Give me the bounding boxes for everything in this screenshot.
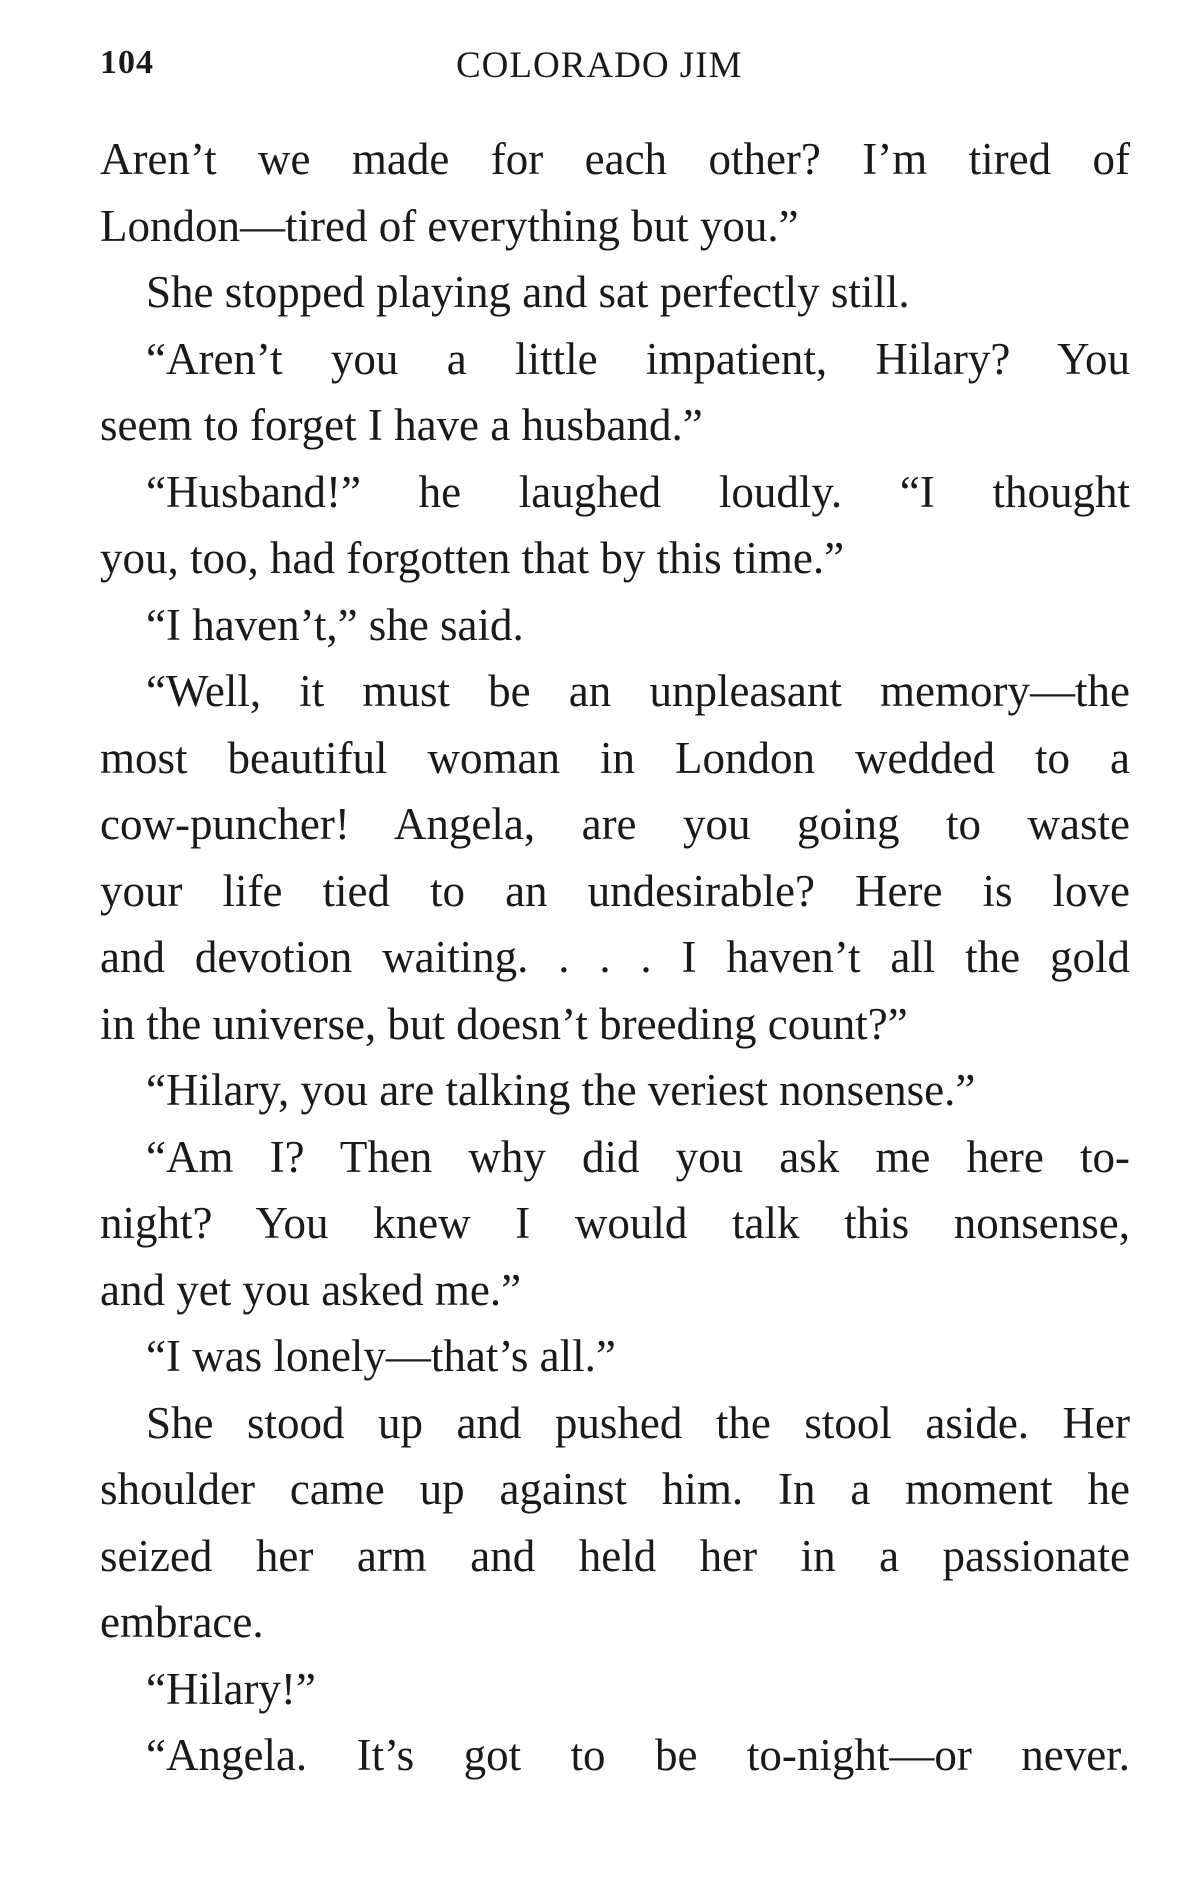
page-header [100,44,1128,94]
text-line: most beautiful woman in London wedded to a [100,732,1130,783]
text-line: “Am I? Then why did you ask me here to- [146,1131,1130,1182]
text-line: “I was lonely—that’s all.” [146,1331,616,1381]
text-line: shoulder came up against him. In a moment he [100,1464,1130,1514]
text-line: in the universe, but doesn’t breeding count?” [100,998,908,1049]
body-text [100,126,1130,1789]
text-line: seized her arm and held her in a passionate [100,1530,1130,1581]
running-title: COLORADO JIM [456,45,743,86]
text-line: “Angela. It’s got to be to-night—or never. [146,1730,1130,1780]
text-line: your life tied to an undesirable? Here is love [100,865,1130,916]
text-line: night? You knew I would talk this nonsense, [100,1198,1130,1248]
text-line: She stood up and pushed the stool aside. Her [146,1397,1130,1448]
text-line: and yet you asked me.” [100,1264,522,1315]
text-line: and devotion waiting. . . . I haven’t all the gold [100,932,1130,982]
text-line: “I haven’t,” she said. [146,599,524,650]
text-line: She stopped playing and sat perfectly still. [146,267,910,317]
text-line: embrace. [100,1597,264,1647]
text-line: seem to forget I have a husband.” [100,400,703,450]
text-line: Aren’t we made for each other? I’m tired of [100,134,1130,184]
text-line: “Well, it must be an unpleasant memory—the [146,666,1130,716]
text-line: London—tired of everything but you.” [100,200,799,251]
text-line: “Aren’t you a little impatient, Hilary? You [146,333,1130,384]
text-line: cow-puncher! Angela, are you going to waste [100,799,1130,849]
page-number: 104 [100,44,154,81]
text-line: you, too, had forgotten that by this time.” [100,533,845,583]
text-line: “Hilary!” [146,1663,316,1714]
text-line: “Hilary, you are talking the veriest nonsense.” [146,1065,976,1115]
text-line: “Husband!” he laughed loudly. “I thought [146,466,1130,517]
